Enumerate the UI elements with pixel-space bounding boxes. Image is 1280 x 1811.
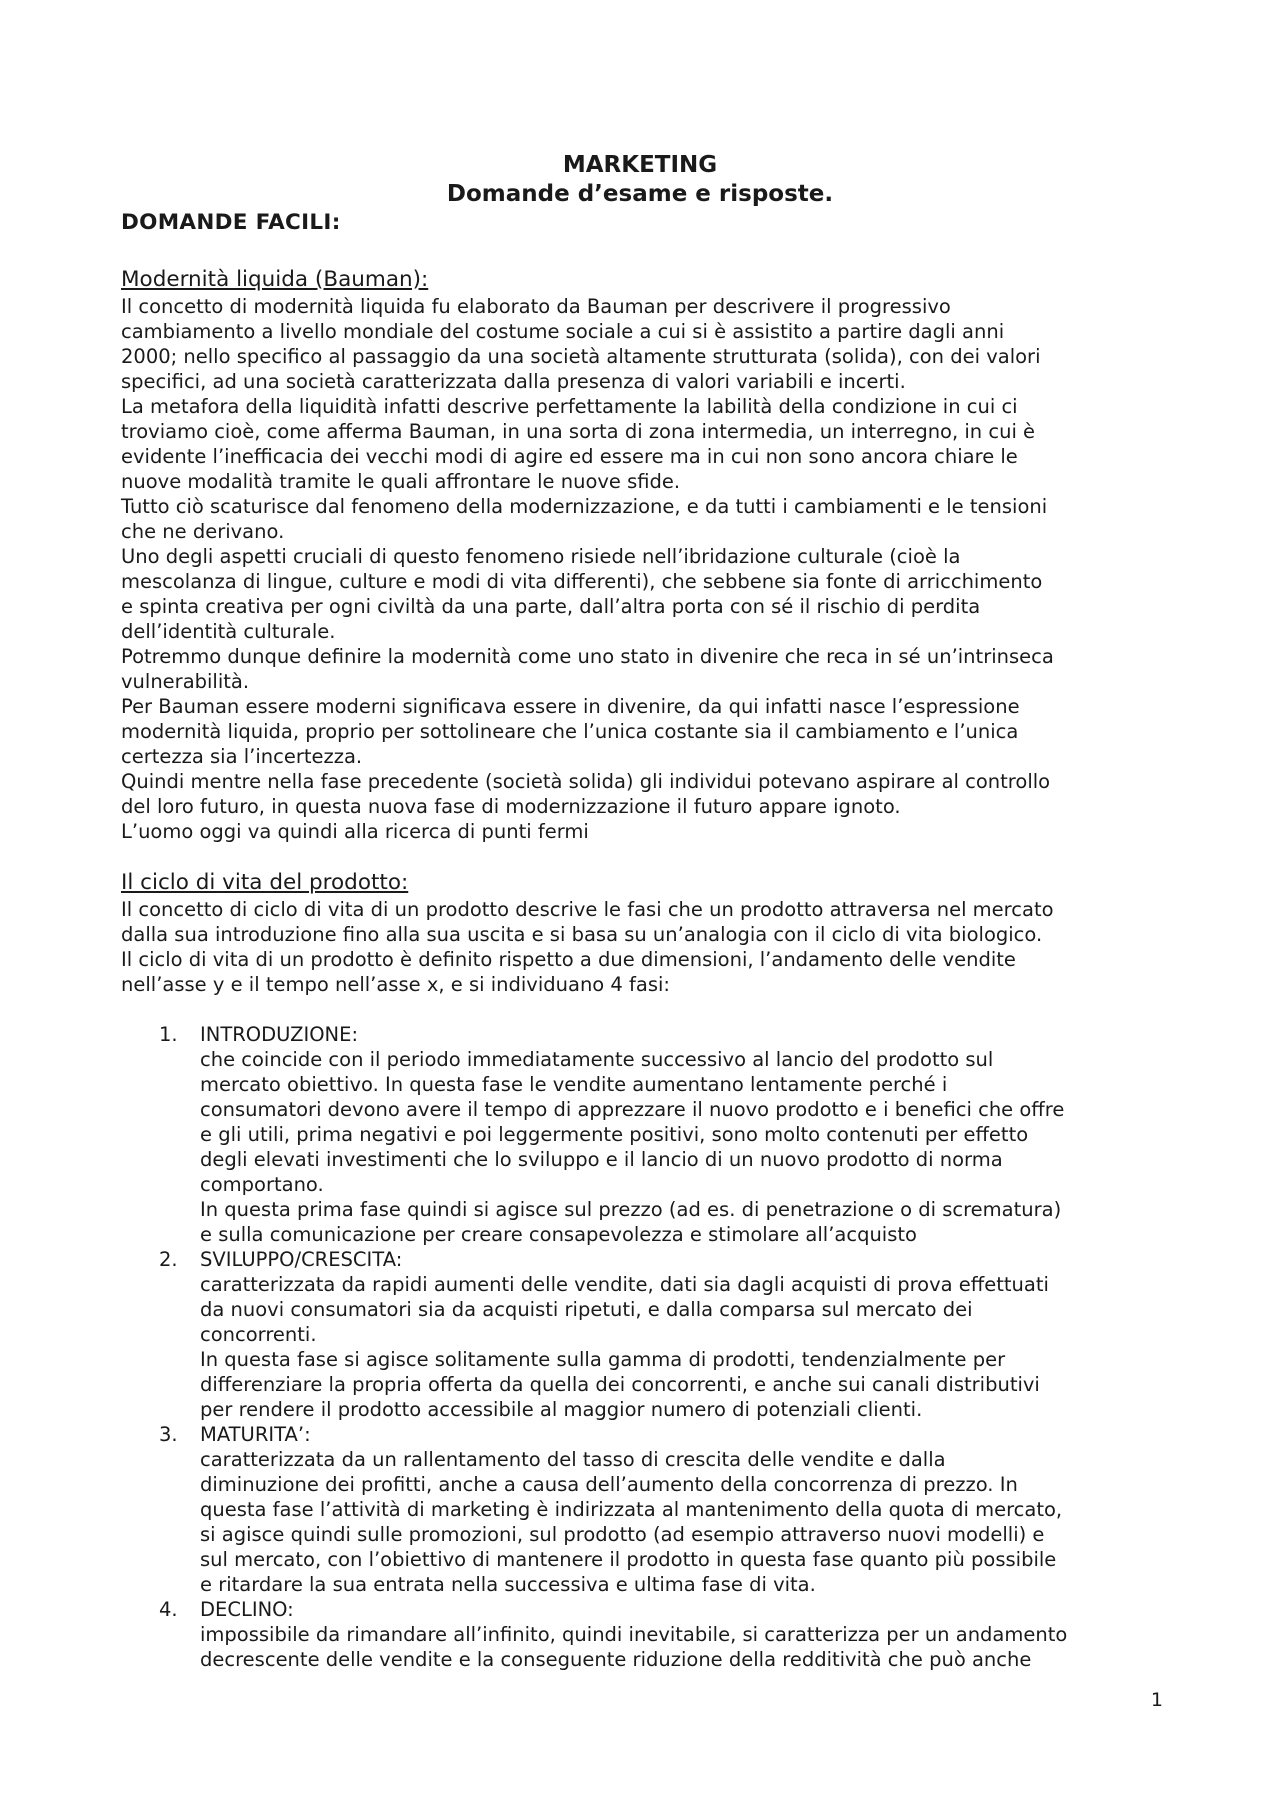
text-line: impossibile da rimandare all’infinito, quindi inevitabile, si caratterizza per un andamento: [200, 1623, 1068, 1646]
text-line: vulnerabilità.: [121, 670, 250, 693]
text-line: In questa fase si agisce solitamente sulla gamma di prodotti, tendenzialmente per: [200, 1348, 1006, 1371]
phase-heading: MATURITA’:: [200, 1423, 311, 1446]
text-line: del loro futuro, in questa nuova fase di modernizzazione il futuro appare ignoto.: [121, 795, 901, 818]
text-line: mercato obiettivo. In questa fase le vendite aumentano lentamente perché i: [200, 1073, 948, 1096]
text-line: evidente l’inefficacia dei vecchi modi di agire ed essere ma in cui non sono ancora chiare le: [121, 445, 1018, 468]
text-line: si agisce quindi sulle promozioni, sul prodotto (ad esempio attraverso nuovi modelli) e: [200, 1523, 1045, 1546]
text-line: Per Bauman essere moderni significava essere in divenire, da qui infatti nasce l’espressione: [121, 695, 1020, 718]
text-line: Potremmo dunque definire la modernità come uno stato in divenire che reca in sé un’intrinseca: [121, 645, 1054, 668]
text-line: questa fase l’attività di marketing è indirizzata al mantenimento della quota di mercato,: [200, 1498, 1063, 1521]
list-item: [121, 1597, 1181, 1672]
text-line: Il ciclo di vita di un prodotto è definito rispetto a due dimensioni, l’andamento delle vendite: [121, 948, 1016, 971]
text-line: Il concetto di ciclo di vita di un prodotto descrive le fasi che un prodotto attraversa nel mercato: [121, 898, 1054, 921]
text-line: consumatori devono avere il tempo di apprezzare il nuovo prodotto e i benefici che offre: [200, 1098, 1065, 1121]
text-line: Il concetto di modernità liquida fu elaborato da Bauman per descrivere il progressivo: [121, 295, 951, 318]
text-line: mescolanza di lingue, culture e modi di vita differenti), che sebbene sia fonte di arricchimento: [121, 570, 1043, 593]
section-gap: [121, 844, 1181, 869]
list-item: [121, 1422, 1181, 1597]
list-number: 1.: [159, 1023, 178, 1046]
text-line: dalla sua introduzione fino alla sua uscita e si basa su un’analogia con il ciclo di vita biologico.: [121, 923, 1043, 946]
text-line: decrescente delle vendite e la conseguente riduzione della redditività che può anche: [200, 1648, 1032, 1671]
text-line: specifici, ad una società caratterizzata dalla presenza di valori variabili e incerti.: [121, 370, 906, 393]
text-line: caratterizzata da un rallentamento del tasso di crescita delle vendite e dalla: [200, 1448, 946, 1471]
list-item: [121, 1022, 1181, 1247]
title-block: [0, 150, 1280, 208]
document-title: MARKETING: [562, 152, 718, 178]
document-subtitle: Domande d’esame e risposte.: [446, 181, 834, 207]
text-line: Tutto ciò scaturisce dal fenomeno della modernizzazione, e da tutti i cambiamenti e le tensioni: [121, 495, 1048, 518]
text-line: e spinta creativa per ogni civiltà da una parte, dall’altra porta con sé il rischio di perdita: [121, 595, 981, 618]
text-line: e ritardare la sua entrata nella successiva e ultima fase di vita.: [200, 1573, 816, 1596]
document-body: [121, 266, 1181, 1672]
text-line: troviamo cioè, come afferma Bauman, in una sorta di zona intermedia, un interregno, in cui è: [121, 420, 1036, 443]
text-line: che ne derivano.: [121, 520, 285, 543]
text-line: e gli utili, prima negativi e poi leggermente positivi, sono molto contenuti per effetto: [200, 1123, 1029, 1146]
text-line: modernità liquida, proprio per sottolineare che l’unica costante sia il cambiamento e l’unica: [121, 720, 1019, 743]
section-body-ciclo-di-vita: [121, 897, 1181, 997]
text-line: Quindi mentre nella fase precedente (società solida) gli individui potevano aspirare al controllo: [121, 770, 1051, 793]
text-line: 2000; nello specifico al passaggio da una società altamente strutturata (solida), con dei valori: [121, 345, 1041, 368]
text-line: dell’identità culturale.: [121, 620, 336, 643]
phase-heading: DECLINO:: [200, 1598, 294, 1621]
text-line: nuove modalità tramite le quali affrontare le nuove sfide.: [121, 470, 681, 493]
text-line: nell’asse y e il tempo nell’asse x, e si individuano 4 fasi:: [121, 973, 670, 996]
easy-questions-heading: DOMANDE FACILI:: [121, 210, 341, 235]
page-number: 1: [1150, 1689, 1163, 1711]
phase-heading: INTRODUZIONE:: [200, 1023, 359, 1046]
text-line: cambiamento a livello mondiale del costume sociale a cui si è assistito a partire dagli anni: [121, 320, 1005, 343]
section-body-modernita-liquida: [121, 294, 1181, 844]
text-line: concorrenti.: [200, 1323, 317, 1346]
text-line: sul mercato, con l’obiettivo di mantenere il prodotto in questa fase quanto più possibile: [200, 1548, 1057, 1571]
text-line: L’uomo oggi va quindi alla ricerca di punti fermi: [121, 820, 589, 843]
list-item: [121, 1247, 1181, 1422]
text-line: Uno degli aspetti cruciali di questo fenomeno risiede nell’ibridazione culturale (cioè la: [121, 545, 961, 568]
text-line: da nuovi consumatori sia da acquisti ripetuti, e dalla comparsa sul mercato dei: [200, 1298, 973, 1321]
text-line: e sulla comunicazione per creare consapevolezza e stimolare all’acquisto: [200, 1223, 917, 1246]
list-gap: [121, 997, 1181, 1022]
text-line: per rendere il prodotto accessibile al maggior numero di potenziali clienti.: [200, 1398, 923, 1421]
text-line: diminuzione dei profitti, anche a causa dell’aumento della concorrenza di prezzo. In: [200, 1473, 1018, 1496]
text-line: differenziare la propria offerta da quella dei concorrenti, e anche sui canali distributivi: [200, 1373, 1040, 1396]
list-number: 2.: [159, 1248, 178, 1271]
section-title-ciclo-di-vita: Il ciclo di vita del prodotto:: [121, 870, 409, 895]
list-number: 3.: [159, 1423, 178, 1446]
text-line: certezza sia l’incertezza.: [121, 745, 363, 768]
text-line: La metafora della liquidità infatti descrive perfettamente la labilità della condizione in cui ci: [121, 395, 1018, 418]
text-line: che coincide con il periodo immediatamente successivo al lancio del prodotto sul: [200, 1048, 994, 1071]
section-title-modernita-liquida: Modernità liquida (Bauman):: [121, 267, 429, 292]
text-line: caratterizzata da rapidi aumenti delle vendite, dati sia dagli acquisti di prova effettuati: [200, 1273, 1049, 1296]
text-line: degli elevati investimenti che lo sviluppo e il lancio di un nuovo prodotto di norma: [200, 1148, 1003, 1171]
phase-heading: SVILUPPO/CRESCITA:: [200, 1248, 403, 1271]
text-line: comportano.: [200, 1173, 324, 1196]
phase-list: [121, 1022, 1181, 1672]
list-number: 4.: [159, 1598, 178, 1621]
text-line: In questa prima fase quindi si agisce sul prezzo (ad es. di penetrazione o di scrematura): [200, 1198, 1062, 1221]
